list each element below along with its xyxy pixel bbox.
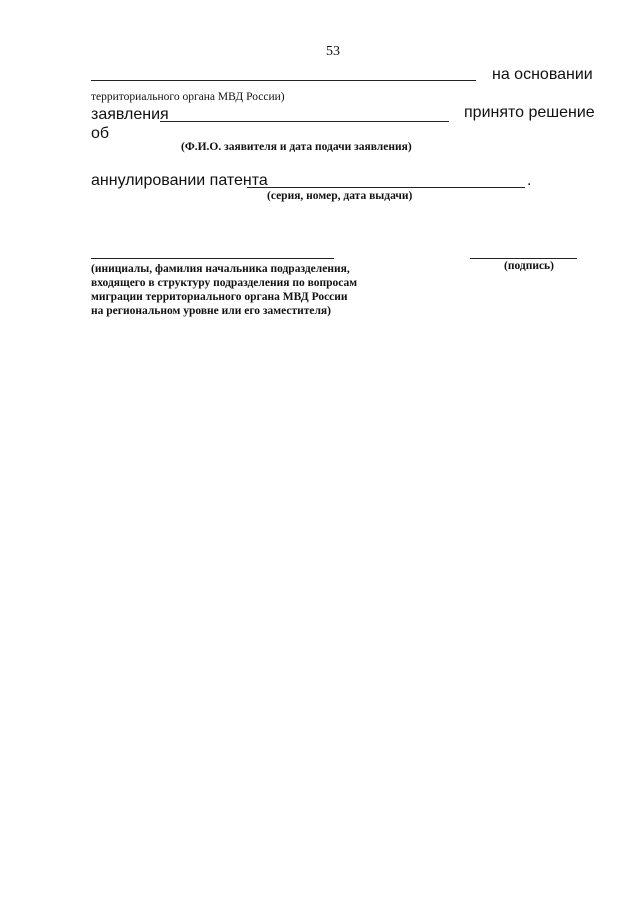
official-name-line: [91, 258, 334, 259]
official-caption-line-1: (инициалы, фамилия начальника подразделения,: [91, 263, 350, 275]
patent-blank-line: [247, 187, 525, 188]
application-text: заявления: [91, 106, 169, 123]
official-caption-line-4: на региональном уровне или его заместителя): [91, 305, 331, 317]
end-period: .: [527, 172, 532, 189]
basis-text: на основании: [492, 66, 593, 83]
applicant-caption: (Ф.И.О. заявителя и дата подачи заявления): [181, 141, 412, 153]
about-text: об: [91, 125, 110, 142]
applicant-blank-line: [160, 121, 449, 122]
authority-caption: территориального органа МВД России): [91, 91, 285, 103]
decision-text: принято решение: [464, 104, 595, 121]
official-caption-line-2: входящего в структуру подразделения по вопросам: [91, 277, 358, 289]
page-number: 53: [326, 44, 340, 59]
patent-cancellation-text: аннулировании патента: [91, 172, 268, 189]
authority-blank-line: [91, 80, 476, 81]
signature-caption: (подпись): [504, 260, 554, 272]
official-caption-line-3: миграции территориального органа МВД России: [91, 291, 348, 303]
patent-caption: (серия, номер, дата выдачи): [267, 190, 413, 202]
